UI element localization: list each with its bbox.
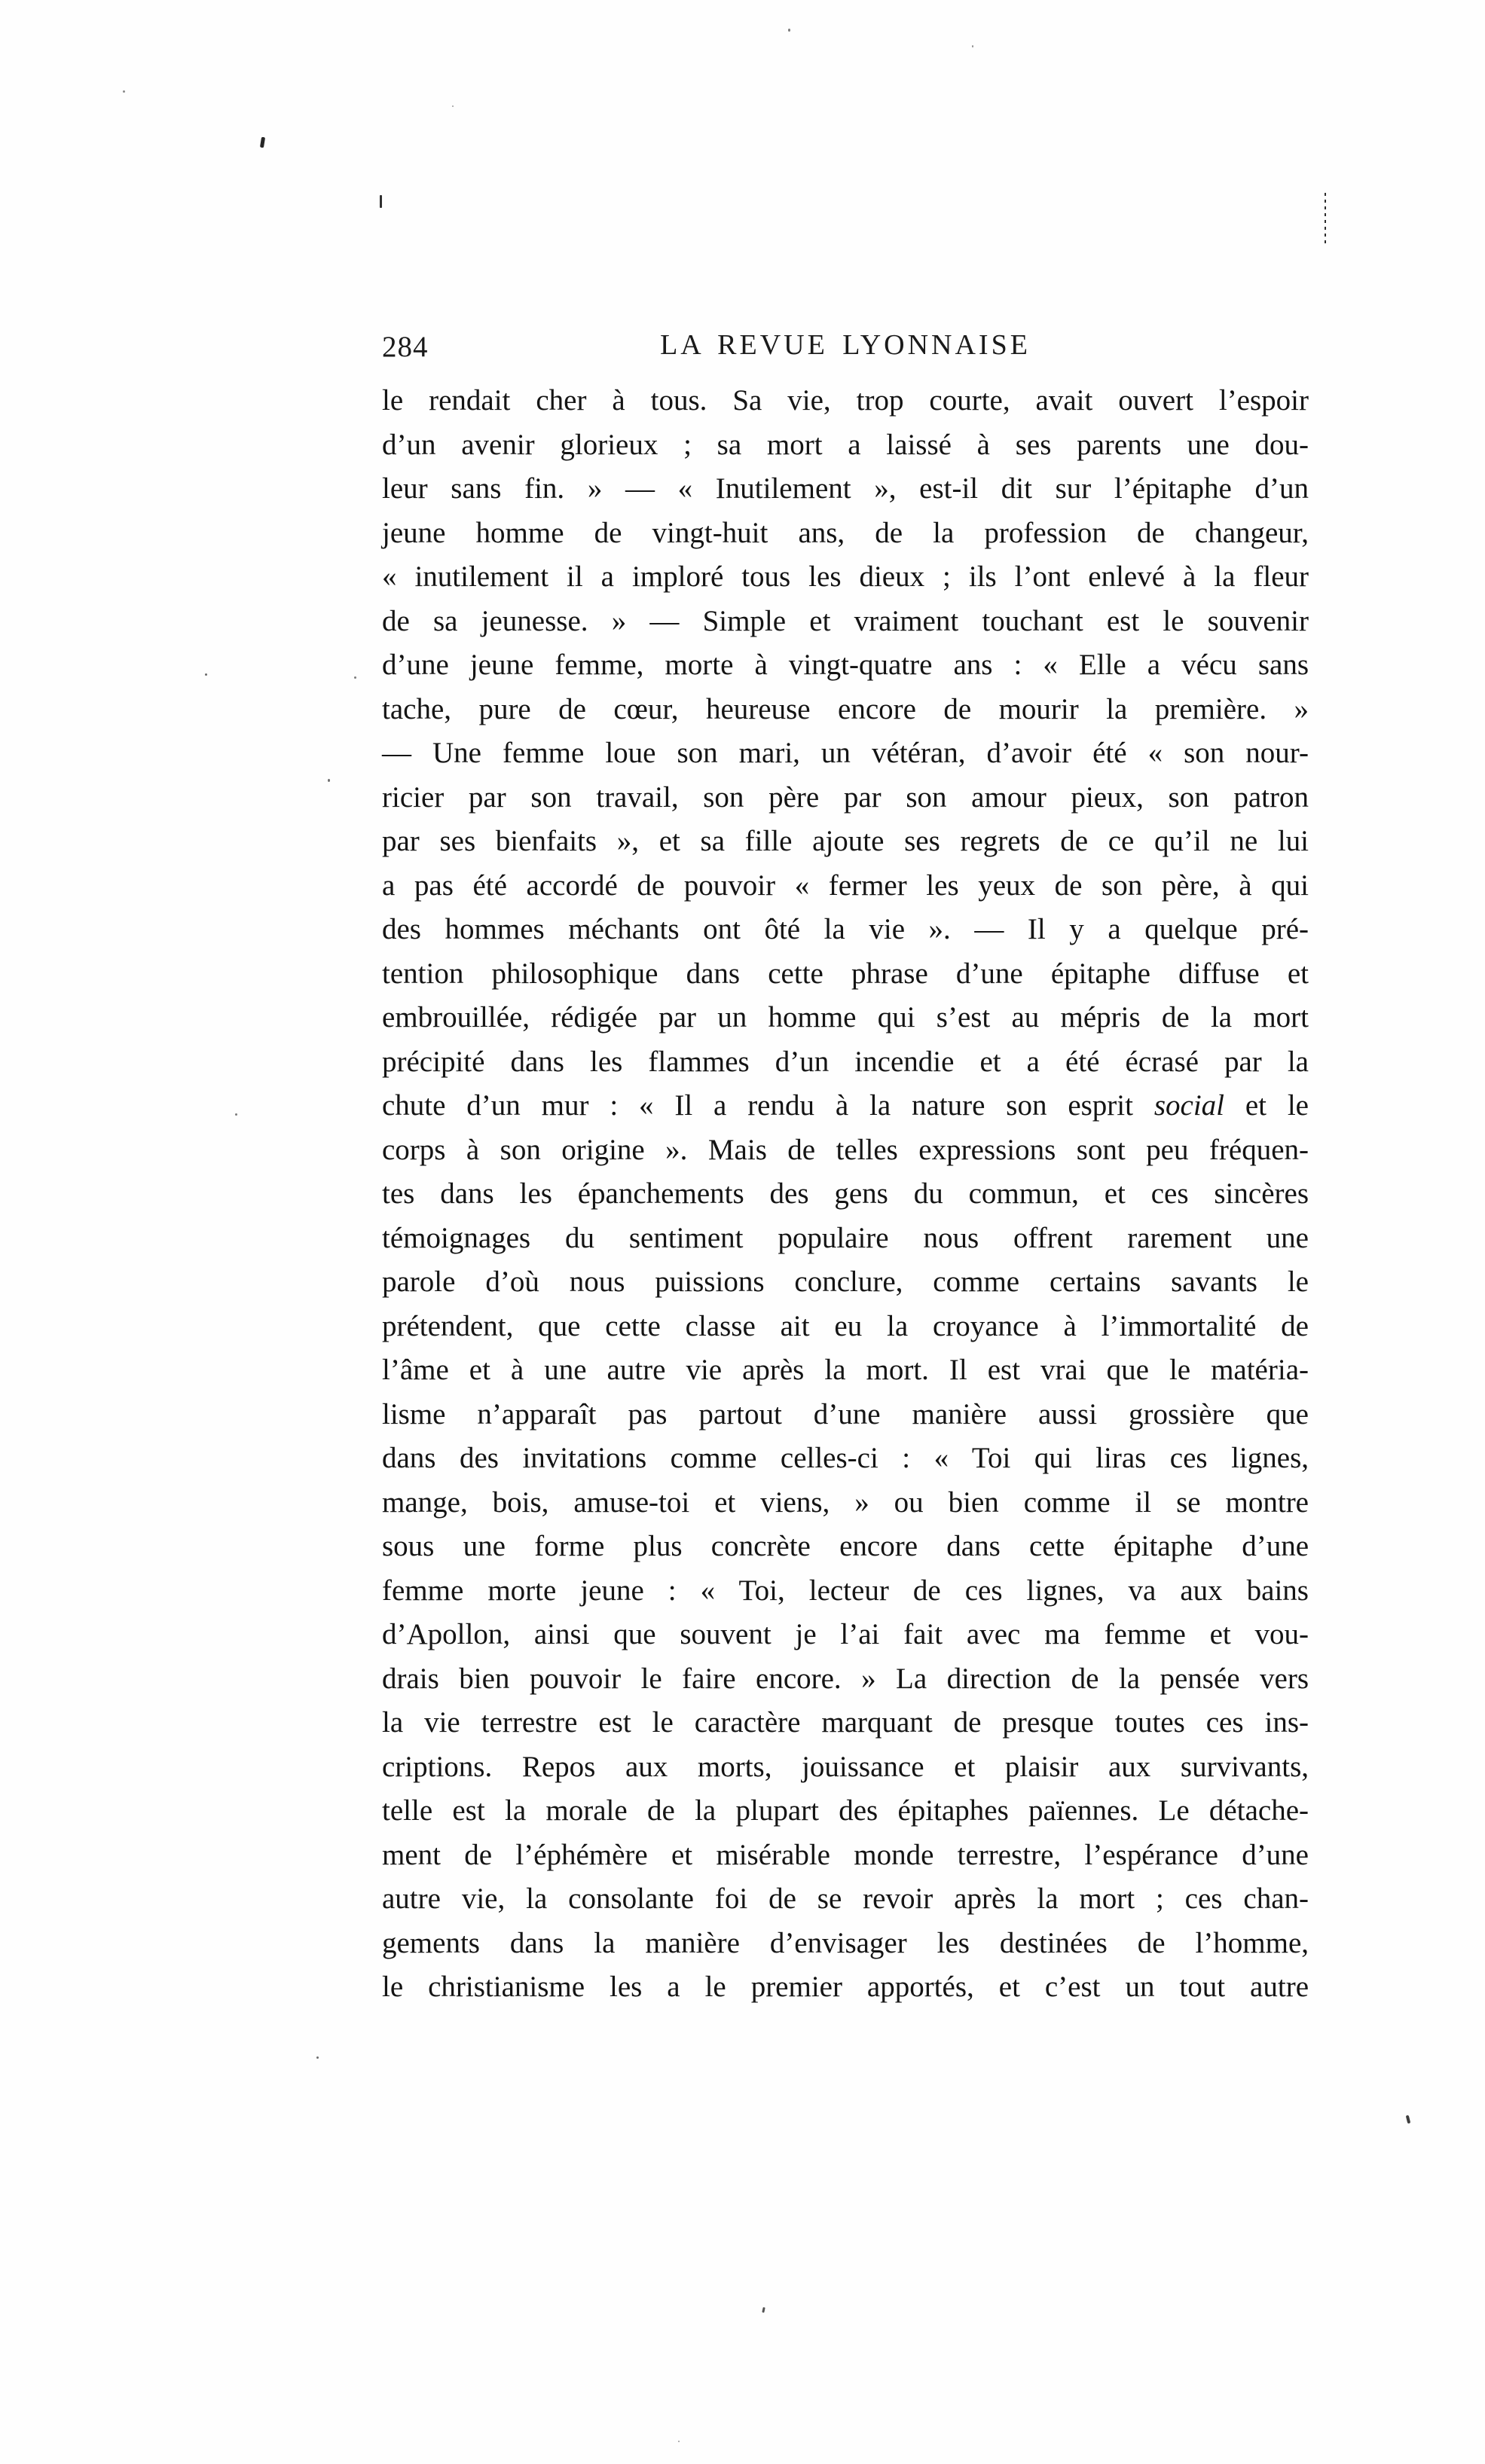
text-line: « inutilement il a imploré tous les dieux ; ils l’ont enlevé à la fleur bbox=[382, 560, 1309, 593]
text-segment: et le bbox=[1224, 1089, 1309, 1122]
scan-speck bbox=[328, 779, 330, 782]
text-line: tes dans les épanchements des gens du commun, et ces sincères bbox=[382, 1177, 1309, 1210]
text-line: parole d’où nous puissions conclure, comme certains savants le bbox=[382, 1266, 1309, 1298]
text-line: tention philosophique dans cette phrase d’une épitaphe diffuse et bbox=[382, 957, 1309, 990]
text-line: jeune homme de vingt-huit ans, de la profession de changeur, bbox=[382, 516, 1309, 549]
text-line: témoignages du sentiment populaire nous offrent rarement une bbox=[382, 1221, 1309, 1254]
text-line: le christianisme les a le premier apportés, et c’est un tout autre bbox=[382, 1971, 1309, 2003]
text-line: — Une femme loue son mari, un vétéran, d’avoir été « son nour- bbox=[382, 737, 1309, 769]
running-title: LA REVUE LYONNAISE bbox=[660, 329, 1031, 361]
text-line: corps à son origine ». Mais de telles expressions sont peu fréquen- bbox=[382, 1133, 1309, 1166]
scan-speck bbox=[123, 90, 125, 93]
scan-speck bbox=[788, 29, 790, 32]
text-line: drais bien pouvoir le faire encore. » La direction de la pensée vers bbox=[382, 1662, 1309, 1695]
text-line: criptions. Repos aux morts, jouissance et plaisir aux survivants, bbox=[382, 1750, 1309, 1783]
text-line: femme morte jeune : « Toi, lecteur de ces lignes, va aux bains bbox=[382, 1574, 1309, 1607]
scan-speck bbox=[354, 676, 356, 679]
page-header bbox=[382, 328, 1309, 368]
text-line: lisme n’apparaît pas partout d’une manière aussi grossière que bbox=[382, 1397, 1309, 1430]
scan-speck bbox=[380, 195, 382, 208]
text-line: autre vie, la consolante foi de se revoir après la mort ; ces chan- bbox=[382, 1882, 1309, 1915]
text-line: d’un avenir glorieux ; sa mort a laissé à ses parents une dou- bbox=[382, 428, 1309, 461]
text-line: le rendait cher à tous. Sa vie, trop courte, avait ouvert l’espoir bbox=[382, 384, 1309, 417]
scan-speck bbox=[235, 1113, 237, 1116]
text-line: telle est la morale de la plupart des épitaphes païennes. Le détache- bbox=[382, 1794, 1309, 1827]
text-line bbox=[382, 1084, 1309, 1128]
text-line: de sa jeunesse. » — Simple et vraiment touchant est le souvenir bbox=[382, 604, 1309, 637]
text-line: a pas été accordé de pouvoir « fermer les yeux de son père, à qui bbox=[382, 869, 1309, 902]
page-number: 284 bbox=[382, 331, 429, 363]
text-line: leur sans fin. » — « Inutilement », est-il dit sur l’épitaphe d’un bbox=[382, 472, 1309, 505]
scan-speck bbox=[452, 105, 454, 107]
text-line: précipité dans les flammes d’un incendie et a été écrasé par la bbox=[382, 1045, 1309, 1078]
text-line: la vie terrestre est le caractère marquant de presque toutes ces ins- bbox=[382, 1706, 1309, 1739]
text-line: embrouillée, rédigée par un homme qui s’est au mépris de la mort bbox=[382, 1001, 1309, 1034]
text-line: l’âme et à une autre vie après la mort. Il est vrai que le matéria- bbox=[382, 1354, 1309, 1386]
text-line: tache, pure de cœur, heureuse encore de mourir la première. » bbox=[382, 692, 1309, 725]
text-line: des hommes méchants ont ôté la vie ». — Il y a quelque pré- bbox=[382, 913, 1309, 945]
text-segment: chute d’un mur : « Il a rendu à la nature son esprit bbox=[382, 1089, 1154, 1122]
scan-speck bbox=[1406, 2115, 1411, 2124]
italic-word: social bbox=[1153, 1089, 1224, 1122]
scan-speck bbox=[205, 673, 207, 676]
scan-speck bbox=[972, 45, 973, 47]
text-line: d’une jeune femme, morte à vingt-quatre ans : « Elle a vécu sans bbox=[382, 649, 1309, 681]
text-line: dans des invitations comme celles-ci : « Toi qui liras ces lignes, bbox=[382, 1442, 1309, 1474]
scan-artifact-line bbox=[1325, 193, 1326, 247]
text-line: prétendent, que cette classe ait eu la croyance à l’immortalité de bbox=[382, 1309, 1309, 1342]
text-line: ricier par son travail, son père par son amour pieux, son patron bbox=[382, 780, 1309, 814]
scan-speck bbox=[316, 2056, 319, 2059]
body-text bbox=[382, 379, 1309, 2010]
text-line: ment de l’éphémère et misérable monde terrestre, l’espérance d’une bbox=[382, 1838, 1309, 1871]
scan-speck bbox=[762, 2307, 765, 2313]
text-line: d’Apollon, ainsi que souvent je l’ai fait avec ma femme et vou- bbox=[382, 1618, 1309, 1650]
text-line: gements dans la manière d’envisager les destinées de l’homme, bbox=[382, 1926, 1309, 1959]
scan-speck bbox=[260, 137, 265, 148]
text-line: mange, bois, amuse-toi et viens, » ou bien comme il se montre bbox=[382, 1485, 1309, 1519]
text-line: par ses bienfaits », et sa fille ajoute ses regrets de ce qu’il ne lui bbox=[382, 825, 1309, 857]
text-line: sous une forme plus concrète encore dans cette épitaphe d’une bbox=[382, 1530, 1309, 1562]
scan-speck bbox=[678, 2441, 680, 2442]
